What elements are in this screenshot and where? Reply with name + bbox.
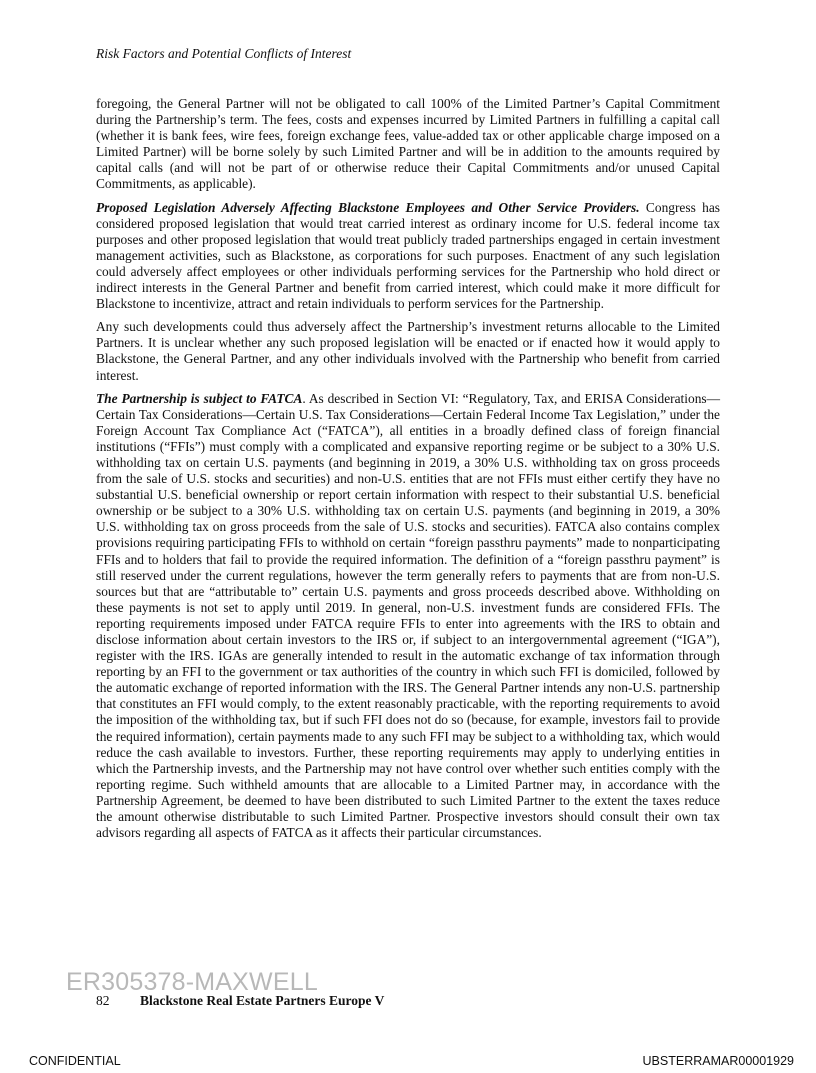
page-footer	[96, 993, 384, 1009]
paragraph-text: . As described in Section VI: “Regulatory, Tax, and ERISA Considerations—Certain Tax Considerations—Certain U.S. Tax Considerations—Certain Federal Income Tax Legislation,” under the Foreign Account Tax Compliance Act (“FATCA”), all entities in a broadly defined class of foreign financial institutions (“FFIs”) must comply with a complicated and expansive reporting regime or be subject to a 30% U.S. withholding tax on certain U.S. payments (and beginning in 2019, a 30% U.S. withholding tax on gross proceeds from the sale of U.S. stocks and securities) and non-U.S. entities that are not FFIs must either certify they have no substantial U.S. beneficial ownership or report certain information with respect to their substantial U.S. beneficial ownership or be subject to a 30% U.S. withholding tax on certain U.S. payments (and beginning in 2019, a 30% U.S. withholding tax on gross proceeds from the sale of U.S. stocks and securities). FATCA also contains complex provisions requiring participating FFIs to withhold on certain “foreign passthru payments” made to nonparticipating FFIs and to holders that fail to provide the required information. The definition of a “foreign passthru payment” is still reserved under the current regulations, however the term generally refers to payments that are from non-U.S. sources but that are “attributable to” certain U.S. payments and gross proceeds described above. Withholding on these payments is not set to apply until 2019. In general, non-U.S. investment funds are considered FFIs. The reporting requirements imposed under FATCA require FFIs to enter into agreements with the IRS to obtain and disclose information about certain investors to the IRS or, if subject to an intergovernmental agreement (“IGA”), register with the IRS. IGAs are generally intended to result in the automatic exchange of tax information through reporting by an FFI to the government or tax authorities of the country in which such FFI is domiciled, followed by the automatic exchange of reported information with the IRS. The General Partner intends any non-U.S. partnership that constitutes an FFI would comply, to the extent reasonably practicable, with the reporting requirements to avoid the imposition of the withholding tax, but if such FFI does not do so (because, for example, investors fail to provide the required information), certain payments made to any such FFI may be subject to a withholding tax, which would reduce the cash available to investors. Further, these reporting requirements may apply to underlying entities in which the Partnership invests, and the Partnership may not have control over whether such entities comply with the reporting regime. Such withheld amounts that are allocable to a Limited Partner may, in accordance with the Partnership Agreement, be deemed to have been distributed to such Limited Partner to the extent the taxes reduce the amount otherwise distributable to such Limited Partner. Prospective investors should consult their own tax advisors regarding all aspects of FATCA as it affects their particular circumstances.	[96, 390, 720, 841]
confidential-label: CONFIDENTIAL	[29, 1054, 121, 1068]
paragraph-heading: Proposed Legislation Adversely Affecting Blackstone Employees and Other Service Providers.	[96, 199, 640, 215]
document-body	[96, 96, 720, 848]
document-name: Blackstone Real Estate Partners Europe V	[140, 993, 385, 1008]
paragraph-heading: The Partnership is subject to FATCA	[96, 390, 303, 406]
paragraph-capital-call-costs	[96, 96, 720, 193]
paragraph-fatca	[96, 391, 720, 842]
paragraph-text: Congress has considered proposed legislation that would treat carried interest as ordinary income for U.S. federal income tax purposes and other proposed legislation that would treat publicly traded partnerships engaged in certain investment management activities, such as Blackstone, as corporations for such purposes. Enactment of any such legislation could adversely affect employees or other individuals performing services for the Partnership who hold direct or indirect interests in the General Partner and benefit from carried interest, which could make it more difficult for Blackstone to incentivize, attract and retain individuals to perform services for the Partnership.	[96, 199, 720, 312]
exhibit-stamp: ER305378-MAXWELL	[66, 968, 318, 996]
paragraph-text: Any such developments could thus adversely affect the Partnership’s investment returns allocable to the Limited Partners. It is unclear whether any such proposed legislation will be enacted or if enacted how it would apply to Blackstone, the General Partner, and any other individuals involved with the Partnership who benefit from carried interest.	[96, 319, 720, 383]
running-header: Risk Factors and Potential Conflicts of Interest	[96, 46, 352, 61]
paragraph-developments	[96, 319, 720, 383]
page-number: 82	[96, 993, 110, 1008]
bates-number: UBSTERRAMAR00001929	[642, 1054, 794, 1068]
paragraph-text: foregoing, the General Partner will not be obligated to call 100% of the Limited Partner’s Capital Commitment during the Partnership’s term. The fees, costs and expenses incurred by Limited Partners in fulfilling a capital call (whether it is bank fees, wire fees, foreign exchange fees, value-added tax or other applicable charge imposed on a Limited Partner) will be borne solely by such Limited Partner and will be in addition to the amounts required by capital calls (and will not be part of or otherwise reduce their Capital Commitments and/or unused Capital Commitments, as applicable).	[96, 96, 720, 192]
paragraph-proposed-legislation	[96, 200, 720, 313]
